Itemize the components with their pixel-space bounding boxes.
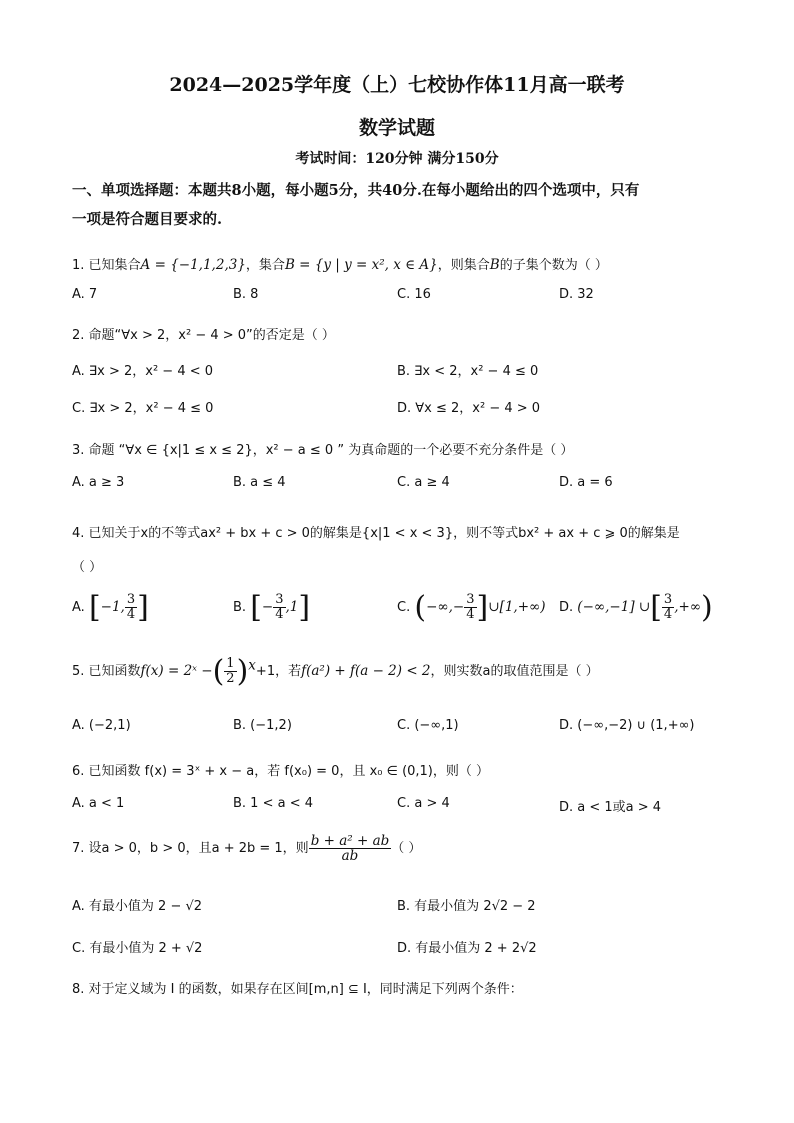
q3-option-a[interactable]: A. a ≥ 3 <box>72 475 125 490</box>
q4-a-bracket-open: [ <box>88 590 101 625</box>
q1-suffix: ，则集合 <box>437 258 490 273</box>
q4-c-fraction <box>464 593 476 621</box>
q1-option-a[interactable]: A. 7 <box>72 287 98 302</box>
q5-fraction <box>224 657 236 685</box>
q5-exponent: x <box>248 657 256 674</box>
q1-b: B <box>489 257 500 273</box>
q4-b-fraction <box>273 593 285 621</box>
q4-b-bracket-close: ] <box>298 590 311 625</box>
q6-option-b[interactable]: B. 1 < a < 4 <box>233 796 314 811</box>
question-2: 2. 命题“∀x > 2，x² − 4 > 0”的否定是（ ） <box>72 328 335 343</box>
q4-b-den: 4 <box>275 607 284 622</box>
question-3: 3. 命题 “∀x ∈ {x|1 ≤ x ≤ 2}，x² − a ≤ 0 ” 为真命题的一个必要不充分条件是（ ） <box>72 443 574 458</box>
q5-paren-open: ( <box>212 654 225 689</box>
exam-info: 考试时间：120分钟 满分150分 <box>295 151 499 167</box>
q4-c-label: C. <box>397 600 411 615</box>
question-6: 6. 已知函数 f(x) = 3ˣ + x − a，若 f(x₀) = 0，且 x₀ ∈ (0,1)，则（ ） <box>72 764 490 779</box>
q7-option-a[interactable]: A. 有最小值为 2 − √2 <box>72 899 203 914</box>
q1-set-a: A = {−1,1,2,3} <box>140 257 246 273</box>
q5-paren-close: ) <box>236 654 249 689</box>
q5-prefix: 5. 已知函数 <box>72 664 141 679</box>
q4-a-head: −1, <box>100 599 125 615</box>
q4-d-paren-close: ) <box>701 590 713 625</box>
q4-a-label: A. <box>72 600 85 615</box>
q4-d-bracket-open: [ <box>650 590 662 625</box>
q2-option-c[interactable]: C. ∃x > 2，x² − 4 ≤ 0 <box>72 401 214 416</box>
q4-d-num: 3 <box>663 592 673 608</box>
q4-d-fraction <box>662 593 674 621</box>
q5-condition: f(a²) + f(a − 2) < 2 <box>301 663 431 679</box>
question-8: 8. 对于定义域为 I 的函数，如果存在区间[m,n] ⊆ I，同时满足下列两个条件： <box>72 982 523 997</box>
q5-option-c[interactable]: C. (−∞,1) <box>397 718 459 733</box>
q4-b-bracket-open: [ <box>250 590 262 625</box>
question-4: 4. 已知关于x的不等式ax² + bx + c > 0的解集是{x|1 < x < 3}，则不等式bx² + ax + c ⩾ 0的解集是 <box>72 526 680 541</box>
q1-set-b: B = {y | y = x², x ∈ A} <box>284 257 438 273</box>
q7-den: ab <box>341 848 359 865</box>
q7-option-d[interactable]: D. 有最小值为 2 + 2√2 <box>397 941 537 956</box>
section-line-1: 一、单项选择题：本题共8小题，每小题5分，共40分.在每小题给出的四个选项中，只有 <box>72 182 640 199</box>
q4-a-fraction <box>125 593 137 621</box>
q4-option-a[interactable] <box>72 590 149 625</box>
q5-option-d[interactable]: D. (−∞,−2) ∪ (1,+∞) <box>559 718 695 733</box>
q4-a-bracket-close: ] <box>137 590 149 625</box>
q4-b-num: 3 <box>275 592 284 608</box>
q7-option-b[interactable]: B. 有最小值为 2√2 − 2 <box>397 899 536 914</box>
q1-end: 的子集个数为（ ） <box>499 258 608 273</box>
q2-option-a[interactable]: A. ∃x > 2，x² − 4 < 0 <box>72 364 214 379</box>
q1-option-b[interactable]: B. 8 <box>233 287 259 302</box>
question-5 <box>72 654 722 689</box>
q6-option-c[interactable]: C. a > 4 <box>397 796 450 811</box>
question-4-paren: （ ） <box>72 560 103 575</box>
q1-option-d[interactable]: D. 32 <box>559 287 594 302</box>
q2-option-b[interactable]: B. ∃x < 2，x² − 4 ≤ 0 <box>397 364 539 379</box>
q4-c-head: −∞,− <box>426 599 465 615</box>
q3-option-d[interactable]: D. a = 6 <box>559 475 613 490</box>
q4-c-num: 3 <box>466 592 475 608</box>
q4-b-label: B. <box>233 600 247 615</box>
q5-func: f(x) = 2ˣ − <box>140 663 213 679</box>
q4-d-label: D. <box>559 600 574 615</box>
q1-mid: ，集合 <box>245 258 285 273</box>
q4-d-den: 4 <box>663 607 673 622</box>
q4-c-den: 4 <box>466 607 475 622</box>
q4-c-tail: ∪[1,+∞) <box>488 599 546 615</box>
q4-a-den: 4 <box>126 607 136 622</box>
q7-fraction <box>309 834 392 863</box>
q1-prefix: 1. 已知集合 <box>72 258 141 273</box>
q4-c-bracket-close: ] <box>476 590 489 625</box>
q4-option-b[interactable] <box>233 590 310 625</box>
q7-option-c[interactable]: C. 有最小值为 2 + √2 <box>72 941 203 956</box>
exam-subtitle: 数学试题 <box>358 117 435 139</box>
q4-option-c[interactable] <box>397 590 546 625</box>
q5-den: 2 <box>226 671 235 686</box>
question-1 <box>72 254 722 273</box>
q5-option-a[interactable]: A. (−2,1) <box>72 718 131 733</box>
q5-func-tail: +1，若 <box>255 664 302 679</box>
section-heading <box>72 176 722 234</box>
q5-suffix: ，则实数a的取值范围是（ ） <box>430 664 599 679</box>
q7-prefix: 7. 设a > 0，b > 0，且a + 2b = 1，则 <box>72 841 309 857</box>
question-7 <box>72 834 722 863</box>
q2-option-d[interactable]: D. ∀x ≤ 2，x² − 4 > 0 <box>397 401 541 416</box>
q3-option-b[interactable]: B. a ≤ 4 <box>233 475 286 490</box>
exam-title: 2024—2025学年度（上）七校协作体11月高一联考 <box>169 74 625 96</box>
q4-option-d[interactable] <box>559 590 713 625</box>
q5-num: 1 <box>226 656 235 672</box>
q4-b-tail: ,1 <box>285 599 299 615</box>
q4-b-minus: − <box>261 599 274 615</box>
q5-option-b[interactable]: B. (−1,2) <box>233 718 292 733</box>
section-line-2: 一项是符合题目要求的. <box>72 211 223 228</box>
q6-option-d[interactable]: D. a < 1或a > 4 <box>559 800 662 815</box>
q7-num: b + a² + ab <box>310 833 390 849</box>
q6-option-a[interactable]: A. a < 1 <box>72 796 125 811</box>
q4-d-head: (−∞,−1] ∪ <box>577 599 651 615</box>
q4-c-paren-open: ( <box>414 590 427 625</box>
q1-option-c[interactable]: C. 16 <box>397 287 431 302</box>
q7-suffix: （ ） <box>391 841 422 857</box>
q4-d-tail: ,+∞ <box>674 599 702 615</box>
q4-a-num: 3 <box>126 592 136 608</box>
q3-option-c[interactable]: C. a ≥ 4 <box>397 475 450 490</box>
